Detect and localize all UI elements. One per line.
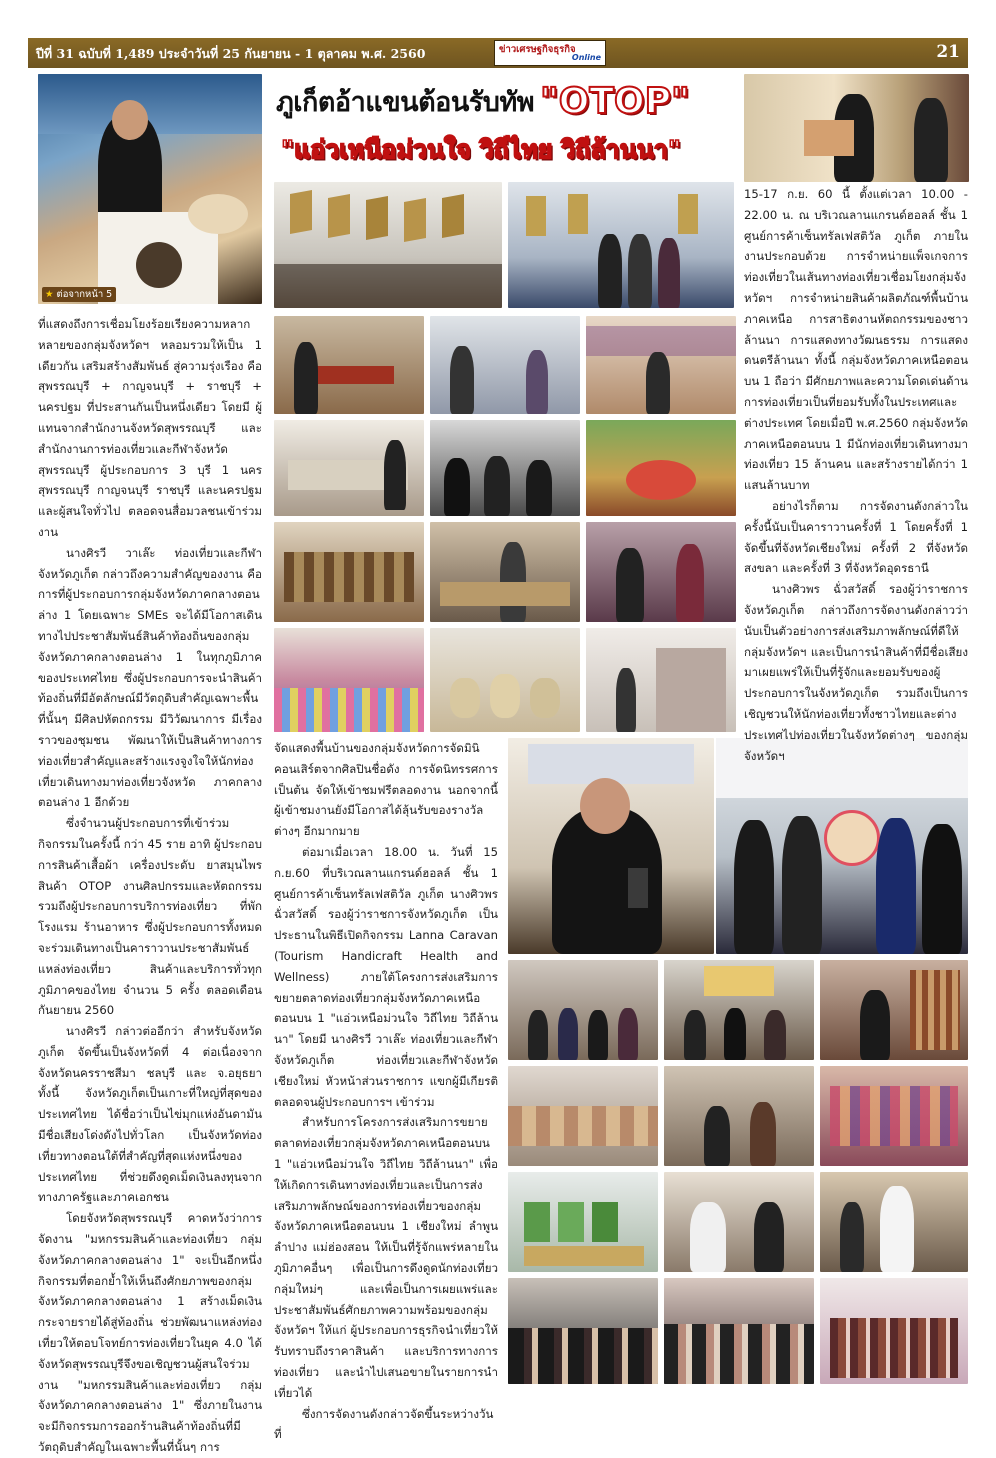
event-photo (274, 420, 424, 516)
event-photo (274, 316, 424, 414)
event-photo (820, 1278, 968, 1384)
article-paragraph: ซึ่งการจัดงานดังกล่าวจัดขึ้นระหว่างวันที่ (274, 1406, 494, 1442)
event-photo (508, 1172, 658, 1272)
page-number: 21 (936, 42, 960, 62)
event-photo (274, 628, 424, 732)
event-photo (430, 522, 580, 622)
logo-text: ข่าวเศรษฐกิจธุรกิจ (499, 44, 576, 55)
headline-otop: "OTOP" (540, 81, 690, 122)
article-paragraph: อย่างไรก็ตาม การจัดงานดังกล่าวในครั้งนี้นับเป็นคาราวานครั้งที่ 1 โดยครั้งที่ 1 จัดขึ้นที่จังหวัดเชียงใหม่ ครั้งที่ 2 ที่จังหวัดสงขลา และครั้งที่ 3 ที่จังหวัดอุดรธานี (744, 498, 968, 576)
event-photo (586, 522, 736, 622)
article-column-3 (744, 184, 968, 766)
award-photo (716, 738, 968, 954)
event-photo (508, 1066, 658, 1166)
event-photo (664, 1066, 814, 1166)
issue-line: ปีที่ 31 ฉบับที่ 1,489 ประจำวันที่ 25 กันยายน - 1 ตุลาคม พ.ศ. 2560 (36, 46, 426, 61)
star-icon: ★ (45, 289, 54, 300)
continued-badge (42, 287, 116, 302)
event-photo (508, 1278, 658, 1384)
article-paragraph: ที่แสดงถึงการเชื่อมโยงร้อยเรียงความหลากหลายของกลุ่มจังหวัดฯ หลอมรวมให้เป็น 1 เดียวกัน เสริมสร้างสัมพันธ์ สู่ความรุ่งเรือง คือสุพรรณบุรี + กาญจนบุรี + ราชบุรี + นครปฐม ที่ประสานกันเป็นหนึ่งเดียว โดยมี ผู้แทนจากสำนักงานจังหวัดสุพรรณบุรี และสำนักงานการท่องเที่ยวและกีฬาจังหวัดสุพรรณบุรี ผู้ประกอบการ 3 บุรี 1 นคร สุพรรณบุรี กาญจนบุรี ราชบุรี และนครปฐม และผู้สนใจทั่วไป ตลอดจนสื่อมวลชนเข้าร่วมงาน (38, 317, 262, 539)
article-column-1 (38, 314, 262, 1458)
shop-photo (744, 74, 969, 182)
event-photo (586, 316, 736, 414)
speech-photo (508, 738, 714, 954)
event-photo (508, 960, 658, 1060)
article-paragraph: นางศิรวี วาเล๊ะ ท่องเที่ยวและกีฬาจังหวัดภูเก็ต กล่าวถึงความสำคัญของงาน คือการที่ผู้ประกอบการกลุ่มจังหวัดภาคกลางตอนล่าง 1 โดยเฉพาะ SMEs จะได้มีโอกาสเดินทางไปประชาสัมพันธ์สินค้าท้องถิ่นของกลุ่มจังหวัดภาคกลางตอนล่าง 1 ในทุกภูมิภาคของประเทศไทย ซึ่งผู้ประกอบการจะนำสินค้าท้องถิ่นที่มีอัตลักษณ์มีวัตถุดิบสำคัญเฉพาะพื้นที่นั้นๆ มีศิลปหัตถกรรม มีวิวัฒนาการ มีเรื่องราวของชุมชน พัฒนาให้เป็นสินค้าทางการท่องเที่ยวสำคัญและสร้างแรงจูงใจให้นักท่องเที่ยวเดินทางมาท่องเที่ยวจังหวัด ภาคกลางตอนล่าง 1 อีกด้วย (38, 545, 262, 810)
continued-text: ต่อจากหน้า 5 (56, 289, 113, 300)
event-photo (664, 1278, 814, 1384)
event-photo (430, 420, 580, 516)
article-paragraph: สำหรับการโครงการส่งเสริมการขยายตลาดท่องเที่ยวกลุ่มจังหวัดภาคเหนือตอนบน 1 "แอ่วเหนือม่วนใจ วิถีไทย วิถีล้านนา" เพื่อให้เกิดการเดินทางท่องเที่ยวและเป็นการส่งเสริมภาพลักษณ์ของการท่องเที่ยวของกลุ่มจังหวัดภาคเหนือตอนบน 1 เชียงใหม่ ลำพูน ลำปาง แม่ฮ่องสอน ให้เป็นที่รู้จักแพร่หลายในภูมิภาคอื่นๆ เพื่อเป็นการดึงดูดนักท่องเที่ยวกลุ่มใหม่ๆ และเพื่อเป็นการเผยแพร่และประชาสัมพันธ์ศักยภาพความพร้อมของกลุ่มจังหวัดฯ ให้แก่ ผู้ประกอบการธุรกิจนำเที่ยวให้รับทราบถึงราคาสินค้า และบริการทางการท่องเที่ยว และนำไปเสนอขายในรายการนำเที่ยวได้ (274, 1115, 498, 1400)
article-paragraph: ต่อมาเมื่อเวลา 18.00 น. วันที่ 15 ก.ย.60 ที่บริเวณลานแกรนด์ฮอลล์ ชั้น 1 ศูนย์การค้าเซ็นทรัลเฟสติวัล ภูเก็ต นางศิวพร ฉั่วสวัสดิ์ รองผู้ว่าราชการจังหวัดภูเก็ต เป็นประธานในพิธีเปิดกิจกรรม Lanna Caravan (Tourism Handicraft Health and Wellness) ภายใต้โครงการส่งเสริมการขยายตลาดท่องเที่ยวกลุ่มจังหวัดภาคเหนือตอนบน 1 "แอ่วเหนือม่วนใจ วิถีไทย วิถีล้านนา" โดยมี นางศิรวี วาเล๊ะ ท่องเที่ยวและกีฬาจังหวัดภูเก็ต ท่องเที่ยวและกีฬาจังหวัดเชียงใหม่ หัวหน้าส่วนราชการ แขกผู้มีเกียรติ ตลอดจนผู้ประกอบการฯ เข้าร่วม (274, 844, 498, 1109)
article-paragraph: นางศิรวี กล่าวต่ออีกว่า สำหรับจังหวัดภูเก็ต จัดขึ้นเป็นจังหวัดที่ 4 ต่อเนื่องจากจังหวัดนครราชสีมา ชลบุรี และ จ.อยุธยา ทั้งนี้ จังหวัดภูเก็ตเป็นเกาะที่ใหญ่ที่สุดของประเทศไทย ได้ชื่อว่าเป็นไข่มุกแห่งอันดามันมีชื่อเสียงโด่งดังไปทั่วโลก เป็นจังหวัดท่องเที่ยวทางตอนใต้ที่สำคัญที่สุดแห่งหนึ่งของประเทศไทย ที่ช่วยดึงดูดเม็ดเงินลงทุนจากทางภาครัฐและภาคเอกชน (38, 1024, 262, 1205)
newspaper-logo (494, 40, 606, 66)
event-photo (664, 1172, 814, 1272)
flag-ceremony-photo-left (274, 182, 502, 308)
article-column-2 (274, 738, 498, 1445)
article-paragraph: นางศิวพร ฉั่วสวัสดิ์ รองผู้ว่าราชการจังหวัดภูเก็ต กล่าวถึงการจัดงานดังกล่าวว่า นับเป็นตัวอย่างการส่งเสริมภาพลักษณ์ที่ดีให้กลุ่มจังหวัดฯ และเป็นการนำสินค้าที่มีชื่อเสียงมาเผยแพร่ให้เป็นที่รู้จักและยอมรับของผู้ประกอบการในจังหวัดภูเก็ต รวมถึงเป็นการเชิญชวนให้นักท่องเที่ยวทั้งชาวไทยและต่างประเทศไปท่องเที่ยวในจังหวัดต่างๆ ของกลุ่มจังหวัดฯ (744, 582, 968, 763)
speaker-photo (38, 74, 262, 304)
event-photo (430, 628, 580, 732)
event-photo (586, 420, 736, 516)
article-paragraph: โดยจังหวัดสุพรรณบุรี คาดหวังว่าการจัดงาน "มหกรรมสินค้าและท่องเที่ยว กลุ่มจังหวัดภาคกลางตอนล่าง 1" จะเป็นอีกหนึ่งกิจกรรมที่ตอกย้ำให้เห็นถึงศักยภาพของกลุ่มจังหวัดภาคกลางตอนล่าง 1 สร้างเม็ดเงินกระจายรายได้สู่ท้องถิ่น ช่วยพัฒนาแหล่งท่องเที่ยวให้ตอบโจทย์การท่องเที่ยวในยุค 4.0 ได้ จังหวัดสุพรรณบุรีจึงขอเชิญชวนผู้สนใจร่วมงาน "มหกรรมสินค้าและท่องเที่ยว กลุ่มจังหวัดภาคกลางตอนล่าง 1" ซึ่งภายในงานจะมีกิจกรรมการออกร้านสินค้าท้องถิ่นที่มีวัตถุดิบสำคัญในเฉพาะพื้นที่นั้นๆ การ (38, 1211, 262, 1455)
event-photo (820, 960, 968, 1060)
event-photo (664, 960, 814, 1060)
event-photo (820, 1172, 968, 1272)
event-photo (820, 1066, 968, 1166)
event-photo (274, 522, 424, 622)
headline-line1 (276, 80, 736, 126)
article-paragraph: จัดแสดงพื้นบ้านของกลุ่มจังหวัดการจัดมินิคอนเสิร์ตจากศิลปินชื่อดัง การจัดนิทรรศการ เป็นต้น จัดให้เข้าชมฟรีตลอดงาน นอกจากนี้ผู้เข้าชมงานยังมีโอกาสได้ลุ้นรับของรางวัลต่างๆ อีกมากมาย (274, 741, 498, 839)
page-header (28, 38, 968, 68)
headline-thai: ภูเก็ตอ้าแขนต้อนรับทัพ (276, 87, 535, 118)
headline-line2: "แอ่วเหนือม่วนใจ วิถีไทย วิถีล้านนา" (281, 135, 681, 164)
flag-ceremony-photo-right (508, 182, 734, 308)
logo-online: Online (571, 53, 601, 62)
event-photo (430, 316, 580, 414)
event-photo (586, 628, 736, 732)
article-paragraph: 15-17 ก.ย. 60 นี้ ตั้งแต่เวลา 10.00 - 22.00 น. ณ บริเวณลานแกรนด์ฮอลล์ ชั้น 1 ศูนย์การค้าเซ็นทรัลเฟสติวัล ภูเก็ต ภายในงานประกอบด้วย การจำหน่ายแพ็จเกจการท่องเที่ยวในเส้นทางท่องเที่ยวเชื่อมโยงกลุ่มจังหวัดฯ การจำหน่ายสินค้าผลิตภัณฑ์พื้นบ้านภาคเหนือ การสาธิตงานหัตถกรรมของชาวล้านนา การแสดงทางวัฒนธรรม การแสดงดนตรีล้านนา ทั้งนี้ กลุ่มจังหวัดภาคเหนือตอนบน 1 ถือว่า มีศักยภาพและความโดดเด่นด้านการท่องเที่ยวเป็นที่ยอมรับทั้งในประเทศและต่างประเทศ โดยเมื่อปี พ.ศ.2560 กลุ่มจังหวัดภาคเหนือตอนบน 1 มีนักท่องเที่ยวเดินทางมาท่องเที่ยว 15 ล้านคน และสร้างรายได้กว่า 1 แสนล้านบาท (744, 187, 968, 493)
article-paragraph: ซึ่งจำนวนผู้ประกอบการที่เข้าร่วมกิจกรรมในครั้งนี้ กว่า 45 ราย อาทิ ผู้ประกอบการสินค้าเสื้อผ้า เครื่องประดับ ยาสมุนไพร สินค้า OTOP งานศิลปกรรมและหัตถกรรม รวมถึงผู้ประกอบการบริการท่องเที่ยว ที่พัก โรงแรม ร้านอาหาร ซึ่งผู้ประกอบการทั้งหมดจะร่วมเดินทางเป็นคาราวานประชาสัมพันธ์แหล่งท่องเที่ยว สินค้าและบริการทั่วทุกภูมิภาคของไทย จำนวน 5 ครั้ง ตลอดเดือนกันยายน 2560 (38, 816, 262, 1018)
